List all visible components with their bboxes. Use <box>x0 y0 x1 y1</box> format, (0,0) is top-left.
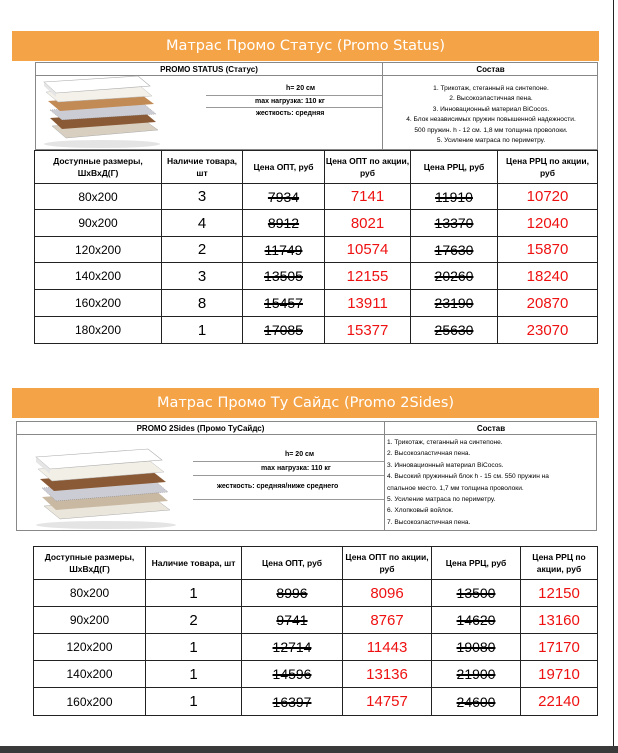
size-cell: 80х200 <box>34 580 146 607</box>
table-row <box>34 634 598 661</box>
wholesale-price-cell: 8912 <box>243 210 325 237</box>
size-cell: 80х200 <box>35 184 162 210</box>
composition-item: 5. Усиление матраса по периметру. <box>436 137 546 145</box>
retail-price-cell: 20260 <box>411 263 498 290</box>
stock-cell: 2 <box>162 237 243 263</box>
table-header-row <box>35 151 598 184</box>
divider <box>206 107 382 108</box>
table-row <box>34 607 598 634</box>
retail-price-cell: 13500 <box>432 580 521 607</box>
size-cell: 140х200 <box>35 263 162 290</box>
composition-item: 4. Высокий пружинный блок h - 15 см. 550 пружин на <box>387 473 549 481</box>
table-row <box>35 184 598 210</box>
stock-cell: 4 <box>162 210 243 237</box>
param-firmness: жесткость: средняя <box>256 110 325 117</box>
size-cell: 120х200 <box>35 237 162 263</box>
retail-promo-price-cell: 20870 <box>498 290 598 317</box>
retail-promo-price-cell: 10720 <box>498 184 598 210</box>
param-max-load: max нагрузка: 110 кг <box>255 98 325 105</box>
size-cell: 90х200 <box>34 607 146 634</box>
stock-cell: 1 <box>146 661 242 688</box>
column-header: Цена ОПТ, руб <box>243 151 325 184</box>
composition-item: 2. Высокоэластичная пена. <box>387 450 471 458</box>
model-name: PROMO 2Sides (Промо ТуСайдс) <box>17 422 384 435</box>
param-height: h= 20 см <box>285 451 315 458</box>
retail-promo-price-cell: 13160 <box>521 607 598 634</box>
table-row <box>35 263 598 290</box>
page-edge <box>613 0 614 753</box>
wholesale-promo-price-cell: 15377 <box>325 317 411 344</box>
size-cell: 90х200 <box>35 210 162 237</box>
mattress-image <box>40 74 164 148</box>
column-header: Цена РРЦ, руб <box>432 547 521 580</box>
retail-promo-price-cell: 12150 <box>521 580 598 607</box>
divider <box>206 95 382 96</box>
price-table <box>33 546 598 716</box>
wholesale-price-cell: 7934 <box>243 184 325 210</box>
wholesale-price-cell: 17085 <box>243 317 325 344</box>
composition-item: 3. Инновационный материал BiCocos. <box>432 105 550 113</box>
size-cell: 120х200 <box>34 634 146 661</box>
retail-price-cell: 24600 <box>432 688 521 716</box>
wholesale-price-cell: 14596 <box>242 661 343 688</box>
column-header: Наличие товара, шт <box>146 547 242 580</box>
stock-cell: 3 <box>162 263 243 290</box>
retail-price-cell: 14620 <box>432 607 521 634</box>
wholesale-promo-price-cell: 8021 <box>325 210 411 237</box>
composition-item: 1. Трикотаж, стеганный на синтепоне. <box>387 439 503 446</box>
table-row <box>35 210 598 237</box>
composition-header: Состав <box>382 63 598 76</box>
mattress-image <box>30 440 180 530</box>
wholesale-promo-price-cell: 12155 <box>325 263 411 290</box>
section-title-banner: Матрас Промо Ту Сайдс (Promo 2Sides) <box>12 388 599 418</box>
size-cell: 160х200 <box>35 290 162 317</box>
column-header: Цена ОПТ по акции, руб <box>325 151 411 184</box>
column-header: Цена РРЦ, руб <box>411 151 498 184</box>
composition-item: 1. Трикотаж, стеганный на синтепоне. <box>433 85 549 92</box>
composition-list <box>388 84 594 146</box>
table-row <box>34 688 598 716</box>
composition-item: 6. Хлопковый войлок. <box>387 507 454 515</box>
wholesale-promo-price-cell: 14757 <box>343 688 432 716</box>
column-header: Доступные размеры, ШхВхД(Г) <box>34 547 146 580</box>
stock-cell: 1 <box>146 580 242 607</box>
wholesale-promo-price-cell: 10574 <box>325 237 411 263</box>
composition-header: Состав <box>384 422 597 435</box>
stock-cell: 8 <box>162 290 243 317</box>
table-row <box>34 580 598 607</box>
wholesale-price-cell: 13505 <box>243 263 325 290</box>
model-name: PROMO STATUS (Статус) <box>36 63 382 76</box>
divider <box>193 499 384 500</box>
page-bottom-edge <box>0 746 618 753</box>
section-title-banner: Матрас Промо Статус (Promo Status) <box>12 31 599 61</box>
retail-promo-price-cell: 18240 <box>498 263 598 290</box>
wholesale-price-cell: 8996 <box>242 580 343 607</box>
retail-price-cell: 25630 <box>411 317 498 344</box>
wholesale-price-cell: 12714 <box>242 634 343 661</box>
stock-cell: 1 <box>146 688 242 716</box>
wholesale-price-cell: 11749 <box>243 237 325 263</box>
divider <box>382 76 383 150</box>
wholesale-price-cell: 9741 <box>242 607 343 634</box>
composition-item: 2. Высокоэластичная пена. <box>449 95 533 103</box>
stock-cell: 3 <box>162 184 243 210</box>
column-header: Наличие товара, шт <box>162 151 243 184</box>
composition-item: 500 пружин. h - 12 см. 1,8 мм толщина проволоки. <box>414 126 568 134</box>
retail-price-cell: 21900 <box>432 661 521 688</box>
retail-promo-price-cell: 15870 <box>498 237 598 263</box>
table-row <box>35 237 598 263</box>
table-header-row <box>34 547 598 580</box>
composition-item: спальное место. 1,7 мм толщина проволоки. <box>387 484 524 492</box>
wholesale-promo-price-cell: 11443 <box>343 634 432 661</box>
param-height: h= 20 см <box>286 85 316 92</box>
retail-promo-price-cell: 17170 <box>521 634 598 661</box>
composition-item: 5. Усиление матраса по периметру. <box>387 496 496 504</box>
retail-promo-price-cell: 12040 <box>498 210 598 237</box>
wholesale-promo-price-cell: 13911 <box>325 290 411 317</box>
wholesale-promo-price-cell: 8096 <box>343 580 432 607</box>
retail-price-cell: 17630 <box>411 237 498 263</box>
divider <box>384 435 385 531</box>
stock-cell: 1 <box>162 317 243 344</box>
table-row <box>35 317 598 344</box>
size-cell: 160х200 <box>34 688 146 716</box>
composition-item: 4. Блок независимых пружин повышенной надежности. <box>406 116 576 124</box>
stock-cell: 1 <box>146 634 242 661</box>
column-header: Цена ОПТ по акции, руб <box>343 547 432 580</box>
composition-item: 7. Высокоэластичная пена. <box>387 518 471 526</box>
retail-promo-price-cell: 22140 <box>521 688 598 716</box>
column-header: Цена ОПТ, руб <box>242 547 343 580</box>
price-table <box>34 150 598 344</box>
size-cell: 140х200 <box>34 661 146 688</box>
param-max-load: max нагрузка: 110 кг <box>261 465 331 472</box>
divider <box>193 461 384 462</box>
param-firmness: жесткость: средняя/ниже среднего <box>217 483 339 490</box>
column-header: Цена РРЦ по акции, руб <box>521 547 598 580</box>
retail-price-cell: 23190 <box>411 290 498 317</box>
table-row <box>35 290 598 317</box>
wholesale-price-cell: 15457 <box>243 290 325 317</box>
composition-list <box>387 437 595 528</box>
retail-price-cell: 11910 <box>411 184 498 210</box>
table-row <box>34 661 598 688</box>
composition-item: 3. Инновационный материал BiCocos. <box>387 461 504 469</box>
retail-promo-price-cell: 23070 <box>498 317 598 344</box>
column-header: Доступные размеры, ШхВхД(Г) <box>35 151 162 184</box>
column-header: Цена РРЦ по акции, руб <box>498 151 598 184</box>
retail-price-cell: 19080 <box>432 634 521 661</box>
size-cell: 180х200 <box>35 317 162 344</box>
wholesale-promo-price-cell: 8767 <box>343 607 432 634</box>
wholesale-promo-price-cell: 13136 <box>343 661 432 688</box>
wholesale-price-cell: 16397 <box>242 688 343 716</box>
divider <box>193 475 384 476</box>
wholesale-promo-price-cell: 7141 <box>325 184 411 210</box>
retail-price-cell: 13370 <box>411 210 498 237</box>
stock-cell: 2 <box>146 607 242 634</box>
retail-promo-price-cell: 19710 <box>521 661 598 688</box>
